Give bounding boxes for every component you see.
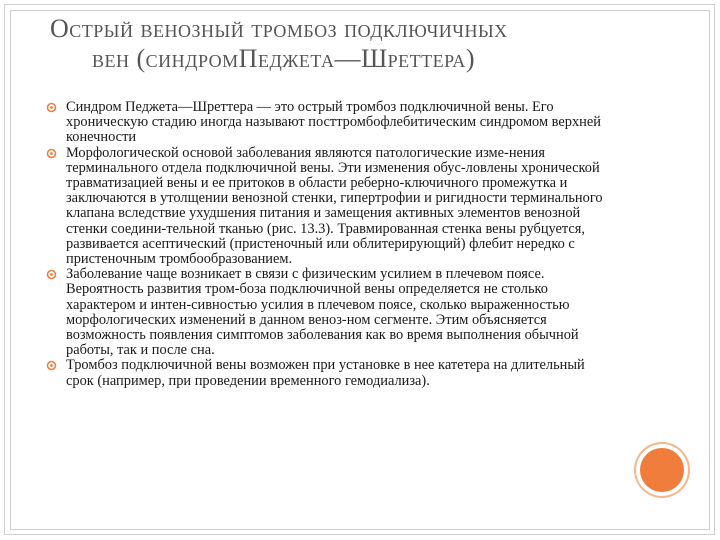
decorative-orange-circle <box>640 448 684 492</box>
bullet-item-3 <box>46 267 616 358</box>
bullet-text: Синдром Педжета—Шреттера — это острый тромбоз подключичной вены. Его хроническую стадию иногда называют посттромбофлебитическим синдромом верхней конечности <box>66 99 601 146</box>
bullet-list <box>46 100 616 389</box>
orange-ring-bullet-icon <box>46 102 57 113</box>
slide-title-line-2: вен (синдромПеджета—Шреттера) <box>92 44 476 73</box>
bullet-item-1 <box>46 100 616 146</box>
bullet-item-4 <box>46 358 616 388</box>
slide-title <box>50 14 670 74</box>
orange-ring-bullet-icon <box>46 269 57 280</box>
orange-ring-bullet-icon <box>46 148 57 159</box>
orange-ring-bullet-icon <box>46 360 57 371</box>
bullet-text: Тромбоз подключичной вены возможен при установке в нее катетера на длительный срок (например, при проведении временного гемодиализа). <box>66 357 585 389</box>
bullet-text: Заболевание чаще возникает в связи с физическим усилием в плечевом поясе. Вероятность развития тром-боза подключичной вены определяется не столько характером и интен-сивностью усилия в плечевом поясе, сколько выраженностью морфологических изменений в данном веноз-ном сегменте. Этим объясняется возможность появления симптомов заболевания как во время выполнения обычной работы, так и после сна. <box>66 266 579 359</box>
bullet-item-2 <box>46 146 616 268</box>
bullet-text: Морфологической основой заболевания являются патологические изме-нения терминального отдела подключичной вены. Эти изменения обус-ловлены хронической травматизацией вены и ее притоков в области реберно-ключичного промежутка и заключаются в утолщении венозной стенки, гипертрофии и ригидности терминального клапана вследствие ухудшения питания и замещения активных элементов венозной стенки соедини-тельной тканью (рис. 13.3). Травмированная стенка вены рубцуется, развивается асептический (пристеночный или облитерирующий) флебит нередко с пристеночным тромбообразованием. <box>66 144 603 268</box>
slide-title-line-1: Острый венозный тромбоз подключичных <box>50 14 508 43</box>
